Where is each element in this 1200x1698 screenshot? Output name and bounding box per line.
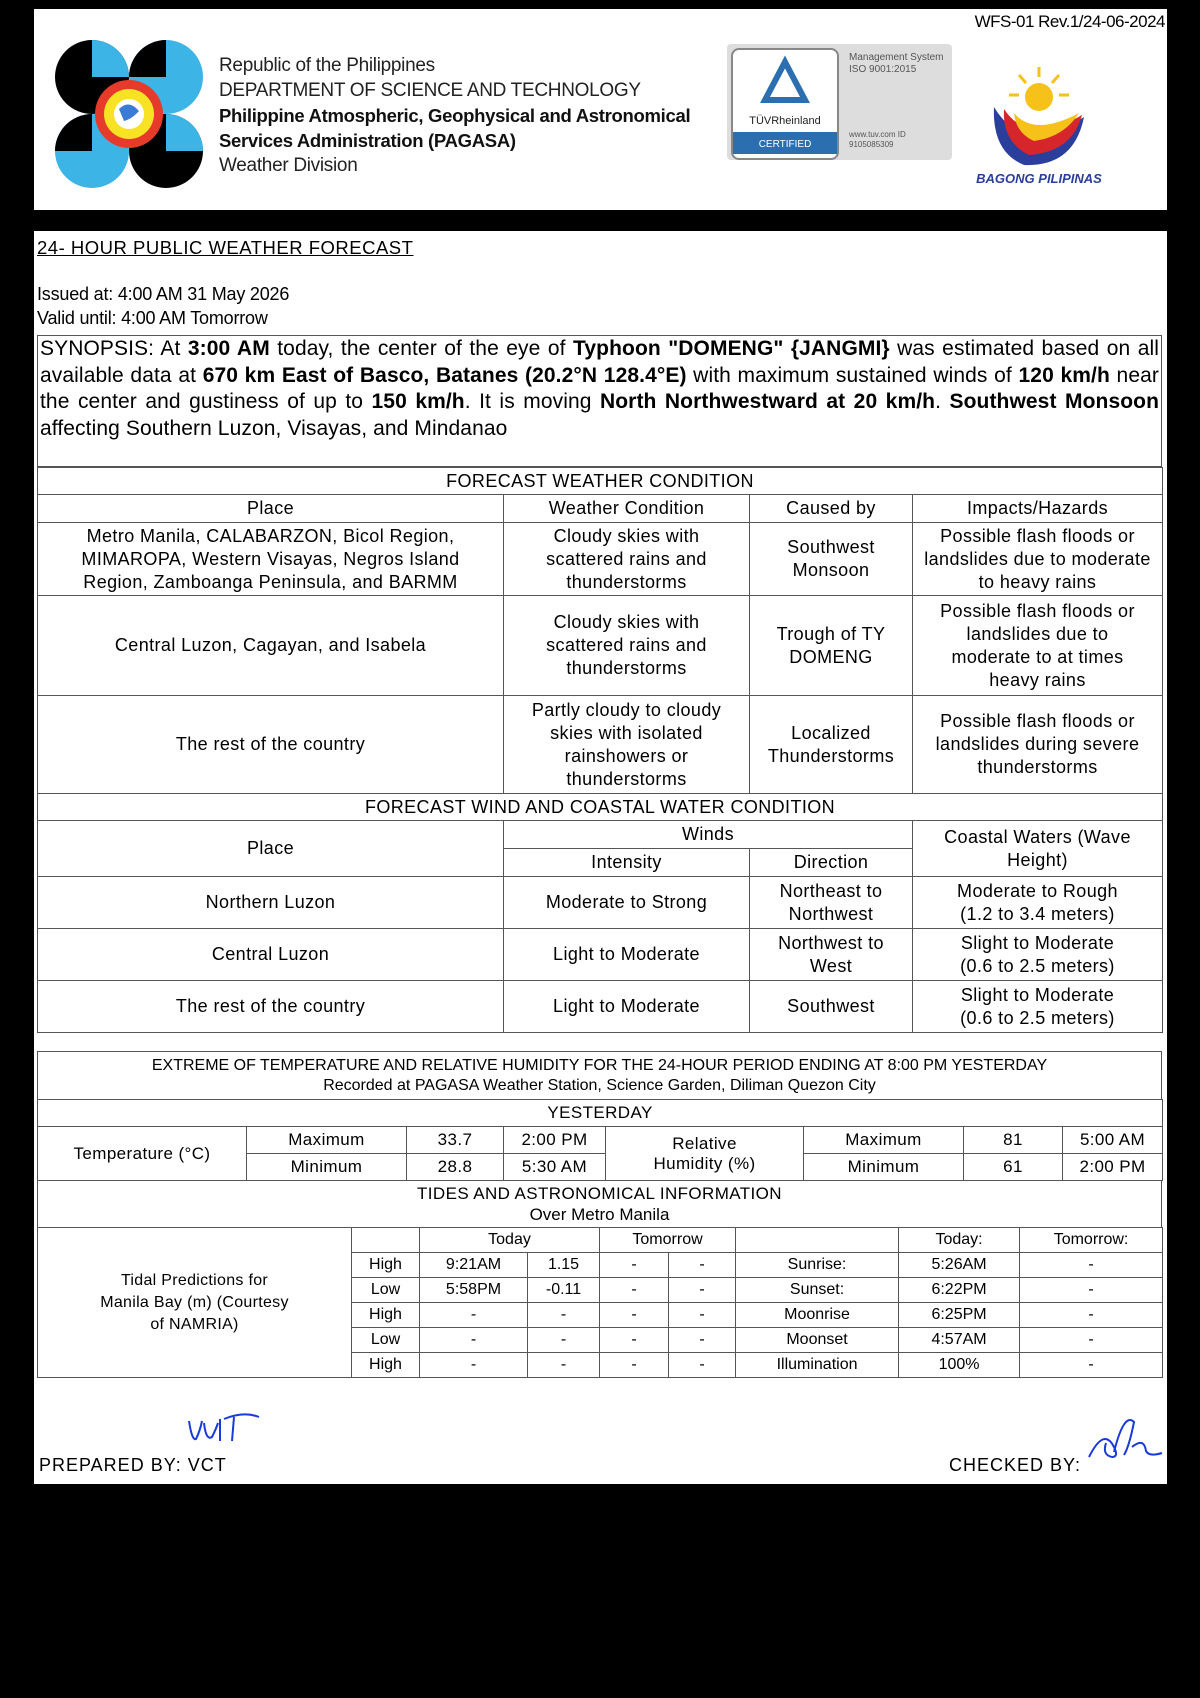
astro-tomorrow: - <box>1020 1303 1163 1328</box>
tide-type: Low <box>352 1278 420 1303</box>
astro-today: 100% <box>899 1353 1020 1378</box>
tide-tomorrow-time: - <box>600 1303 669 1328</box>
checked-by: CHECKED BY: <box>949 1455 1082 1475</box>
wind-col-header-winds: Winds <box>504 821 913 849</box>
prepared-by: PREPARED BY: VCT <box>39 1455 227 1475</box>
astro-label: Sunset: <box>736 1278 899 1303</box>
astro-tomorrow: - <box>1020 1253 1163 1278</box>
temp-max-label: Maximum <box>247 1127 407 1154</box>
table-row <box>38 523 1163 596</box>
intensity-cell: Light to Moderate <box>504 929 750 981</box>
forecast-panel <box>34 231 1167 1484</box>
blank-cell <box>736 1228 899 1253</box>
tide-today-time: - <box>420 1353 528 1378</box>
astro-tomorrow: - <box>1020 1328 1163 1353</box>
col-header-cause: Caused by <box>750 495 913 523</box>
synopsis-typhoon-name: Typhoon "DOMENG" {JANGMI} <box>573 337 890 360</box>
col-header-condition: Weather Condition <box>504 495 750 523</box>
yesterday-label: YESTERDAY <box>38 1100 1163 1127</box>
tide-tomorrow-height: - <box>669 1278 736 1303</box>
astro-tomorrow: - <box>1020 1278 1163 1303</box>
direction-cell: Northwest to West <box>750 929 913 981</box>
preparer-signature-icon <box>184 1411 264 1451</box>
astro-label: Illumination <box>736 1353 899 1378</box>
condition-cell: Cloudy skies with scattered rains and thunderstorms <box>504 596 750 696</box>
agency-line-2: Services Administration (PAGASA) <box>219 130 516 151</box>
tide-tomorrow-time: - <box>600 1278 669 1303</box>
synopsis-max-wind: 120 km/h <box>1018 363 1110 387</box>
rh-max-label: Maximum <box>804 1127 964 1154</box>
department-text: DEPARTMENT OF SCIENCE AND TECHNOLOGY <box>219 80 641 101</box>
table-row <box>38 981 1163 1033</box>
condition-cell: Cloudy skies with scattered rains and thunderstorms <box>504 523 750 596</box>
astro-label: Moonrise <box>736 1303 899 1328</box>
tides-table <box>37 1227 1163 1378</box>
synopsis-text: affecting Southern Luzon, Visayas, and Mindanao <box>40 416 508 440</box>
col-header-place: Place <box>38 495 504 523</box>
header-panel <box>34 9 1167 210</box>
tide-today-time: - <box>420 1303 528 1328</box>
place-cell: The rest of the country <box>38 696 504 794</box>
tuv-system-text: Management System ISO 9001:2015 <box>849 52 944 75</box>
agency-block <box>219 53 690 178</box>
temp-max-value: 33.7 <box>407 1127 504 1154</box>
condition-cell: Partly cloudy to cloudy skies with isolated rainshowers or thunderstorms <box>504 696 750 794</box>
extremes-subtitle: Recorded at PAGASA Weather Station, Science Garden, Diliman Quezon City <box>323 1076 876 1094</box>
astro-tomorrow-header: Tomorrow: <box>1020 1228 1163 1253</box>
astro-today: 5:26AM <box>899 1253 1020 1278</box>
coastal-cell: Moderate to Rough (1.2 to 3.4 meters) <box>913 877 1163 929</box>
bagong-pilipinas-text: BAGONG PILIPINAS <box>976 171 1102 186</box>
tide-today-height: - <box>528 1303 600 1328</box>
tide-tomorrow-time: - <box>600 1253 669 1278</box>
synopsis-text: . It is moving <box>464 390 600 413</box>
extremes-table <box>37 1099 1163 1181</box>
synopsis-movement: North Northwestward at 20 km/h <box>599 390 936 413</box>
synopsis-text: today, the center of the eye of <box>269 337 574 360</box>
temperature-label: Temperature (°C) <box>38 1127 247 1181</box>
astro-today: 4:57AM <box>899 1328 1020 1353</box>
tide-tomorrow-time: - <box>600 1353 669 1378</box>
tide-tomorrow-time: - <box>600 1328 669 1353</box>
tides-title: TIDES AND ASTRONOMICAL INFORMATION <box>417 1184 782 1203</box>
tide-today-time: - <box>420 1328 528 1353</box>
tuv-certification-badge <box>727 44 952 160</box>
tuv-triangle-icon <box>733 50 837 158</box>
astro-label: Moonset <box>736 1328 899 1353</box>
temp-min-time: 5:30 AM <box>504 1154 606 1181</box>
coastal-cell: Slight to Moderate (0.6 to 2.5 meters) <box>913 929 1163 981</box>
astro-today: 6:22PM <box>899 1278 1020 1303</box>
tide-today-time: 5:58PM <box>420 1278 528 1303</box>
tidal-predictions-label: Tidal Predictions for Manila Bay (m) (Courtesy of NAMRIA) <box>38 1228 352 1378</box>
blank-cell <box>352 1228 420 1253</box>
wind-col-header-coastal: Coastal Waters (Wave Height) <box>913 821 1163 877</box>
tuv-web-text: www.tuv.com ID 9105085309 <box>849 130 906 149</box>
direction-cell: Southwest <box>750 981 913 1033</box>
issued-at: Issued at: 4:00 AM 31 May 2026 <box>37 284 290 304</box>
impact-cell: Possible flash floods or landslides during severe thunderstorms <box>913 696 1163 794</box>
cause-cell: Trough of TY DOMENG <box>750 596 913 696</box>
place-cell: Metro Manila, CALABARZON, Bicol Region, MIMAROPA, Western Visayas, Negros Island Region, Zamboanga Peninsula, and BARMM <box>38 523 504 596</box>
division-text: Weather Division <box>219 155 358 176</box>
valid-until: Valid until: 4:00 AM Tomorrow <box>37 308 268 328</box>
direction-cell: Northeast to Northwest <box>750 877 913 929</box>
intensity-cell: Light to Moderate <box>504 981 750 1033</box>
table-row <box>38 596 1163 696</box>
synopsis-text: was estimated based on all available data at <box>40 337 1159 387</box>
col-header-impact: Impacts/Hazards <box>913 495 1163 523</box>
rh-max-time: 5:00 AM <box>1063 1127 1163 1154</box>
coastal-cell: Slight to Moderate (0.6 to 2.5 meters) <box>913 981 1163 1033</box>
place-cell: Central Luzon, Cagayan, and Isabela <box>38 596 504 696</box>
republic-text: Republic of the Philippines <box>219 55 435 76</box>
synopsis-box <box>37 335 1162 467</box>
synopsis-text: near the center and gustiness of up to <box>40 363 1159 413</box>
document-code: WFS-01 Rev.1/24-06-2024 <box>974 12 1165 31</box>
temp-min-label: Minimum <box>247 1154 407 1181</box>
tide-type: High <box>352 1303 420 1328</box>
issue-info <box>37 282 289 330</box>
synopsis-time: 3:00 AM <box>187 337 270 360</box>
rh-min-value: 61 <box>964 1154 1063 1181</box>
tide-tomorrow-height: - <box>669 1253 736 1278</box>
astro-today: 6:25PM <box>899 1303 1020 1328</box>
extremes-title: EXTREME OF TEMPERATURE AND RELATIVE HUMIDITY FOR THE 24-HOUR PERIOD ENDING AT 8:00 PM YESTERDAY <box>151 1056 1048 1074</box>
wind-col-header-place: Place <box>38 821 504 877</box>
synopsis-text: with maximum sustained winds of <box>686 363 1019 387</box>
bagong-pilipinas-logo-icon <box>964 37 1114 187</box>
cause-cell: Southwest Monsoon <box>750 523 913 596</box>
tide-today-time: 9:21AM <box>420 1253 528 1278</box>
wind-col-header-intensity: Intensity <box>504 849 750 877</box>
synopsis-text: . <box>935 390 950 413</box>
impact-cell: Possible flash floods or landslides due to moderate to heavy rains <box>913 523 1163 596</box>
tide-today-height: 1.15 <box>528 1253 600 1278</box>
temp-max-time: 2:00 PM <box>504 1127 606 1154</box>
tide-today-height: - <box>528 1328 600 1353</box>
table-row <box>38 877 1163 929</box>
wind-place-cell: Northern Luzon <box>38 877 504 929</box>
wind-section-title: FORECAST WIND AND COASTAL WATER CONDITION <box>38 794 1163 821</box>
tuv-brand-text: TÜVRheinland <box>749 115 821 127</box>
astro-today-header: Today: <box>899 1228 1020 1253</box>
table-row <box>38 696 1163 794</box>
synopsis-gust: 150 km/h <box>371 390 465 413</box>
tide-tomorrow-height: - <box>669 1303 736 1328</box>
tide-tomorrow-header: Tomorrow <box>600 1228 736 1253</box>
pagasa-logo-icon <box>54 39 204 189</box>
tides-header <box>37 1180 1162 1228</box>
tuv-logo <box>731 48 839 160</box>
rh-min-label: Minimum <box>804 1154 964 1181</box>
tide-today-height: - <box>528 1353 600 1378</box>
tide-tomorrow-height: - <box>669 1353 736 1378</box>
astro-label: Sunrise: <box>736 1253 899 1278</box>
agency-line-1: Philippine Atmospheric, Geophysical and Astronomical <box>219 105 691 126</box>
synopsis-monsoon: Southwest Monsoon <box>949 390 1160 413</box>
astro-tomorrow: - <box>1020 1353 1163 1378</box>
tuv-certified-text: CERTIFIED <box>758 139 812 150</box>
rh-min-time: 2:00 PM <box>1063 1154 1163 1181</box>
tide-today-header: Today <box>420 1228 600 1253</box>
wind-col-header-direction: Direction <box>750 849 913 877</box>
tide-type: High <box>352 1353 420 1378</box>
tide-type: Low <box>352 1328 420 1353</box>
temp-min-value: 28.8 <box>407 1154 504 1181</box>
table-row <box>38 929 1163 981</box>
synopsis-location: 670 km East of Basco, Batanes (20.2°N 128.4°E) <box>202 363 687 387</box>
rh-max-value: 81 <box>964 1127 1063 1154</box>
cause-cell: Localized Thunderstorms <box>750 696 913 794</box>
tides-subtitle: Over Metro Manila <box>529 1205 670 1224</box>
tide-today-height: -0.11 <box>528 1278 600 1303</box>
wind-place-cell: Central Luzon <box>38 929 504 981</box>
forecast-title: 24- HOUR PUBLIC WEATHER FORECAST <box>37 237 414 258</box>
synopsis-text: SYNOPSIS: At <box>40 337 188 360</box>
weather-section-title: FORECAST WEATHER CONDITION <box>38 468 1163 495</box>
extremes-header <box>37 1051 1162 1100</box>
impact-cell: Possible flash floods or landslides due to moderate to at times heavy rains <box>913 596 1163 696</box>
tide-type: High <box>352 1253 420 1278</box>
humidity-label: Relative Humidity (%) <box>606 1127 804 1181</box>
tide-tomorrow-height: - <box>669 1328 736 1353</box>
intensity-cell: Moderate to Strong <box>504 877 750 929</box>
checker-signature-icon <box>1084 1407 1164 1467</box>
weather-wind-table <box>37 467 1163 1033</box>
wind-place-cell: The rest of the country <box>38 981 504 1033</box>
